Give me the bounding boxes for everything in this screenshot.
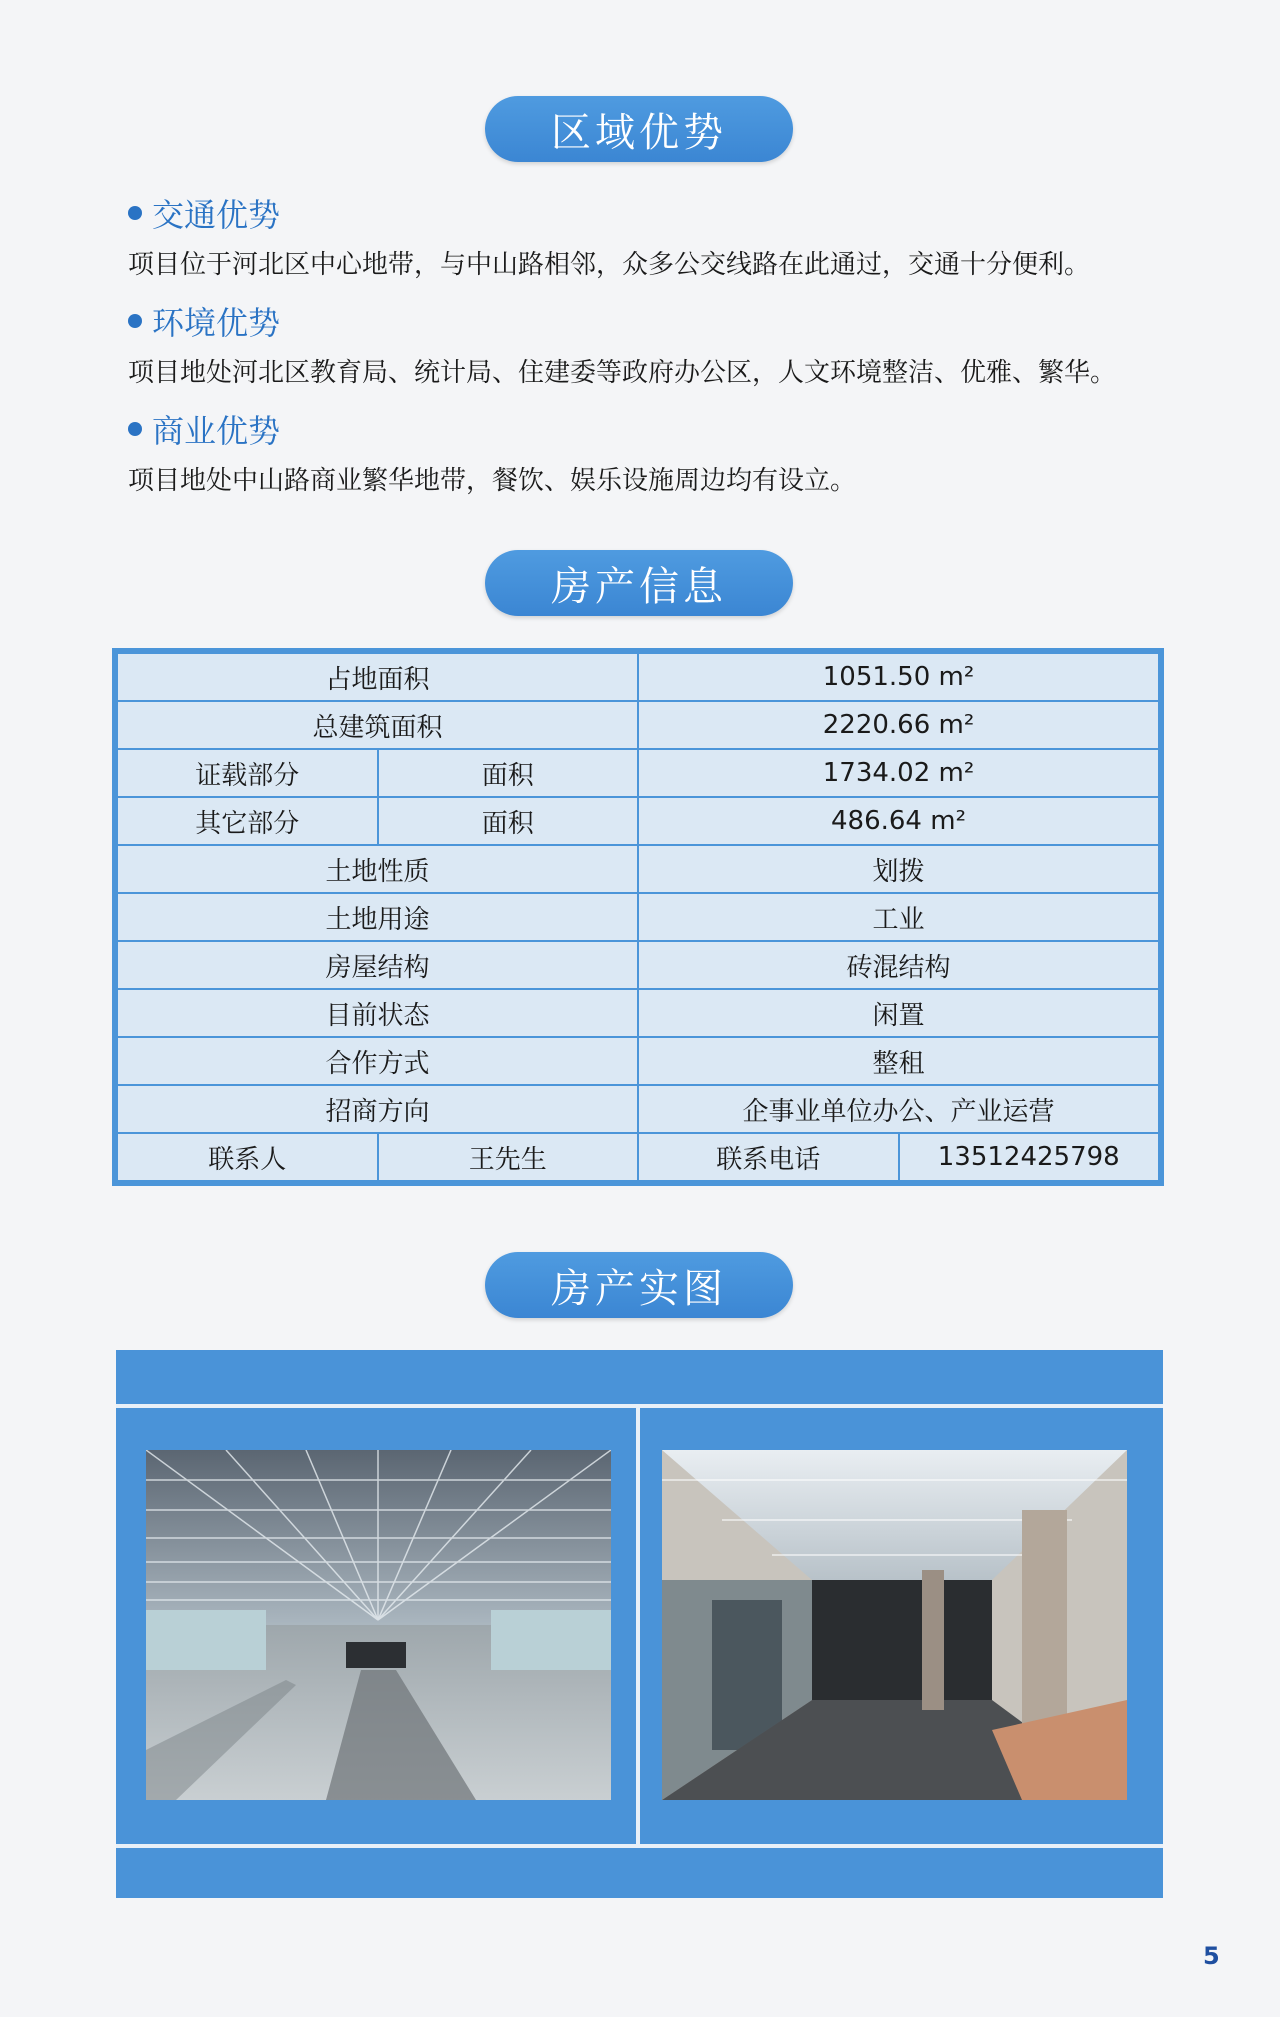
section-title-property-info: 房产信息 [485,550,793,616]
advantage-commerce-title: 商业优势 [152,412,281,450]
phone-label: 联系电话 [638,1133,899,1181]
property-info-table [112,648,1164,1186]
advantage-traffic-heading [128,190,280,236]
table-row [117,941,1159,989]
table-row [117,701,1159,749]
phone-value: 13512425798 [899,1133,1160,1181]
other-part-sub: 面积 [378,797,639,845]
table-row [117,1085,1159,1133]
other-part-label: 其它部分 [117,797,378,845]
land-area-value: 1051.50 m² [638,653,1159,701]
table-row [117,653,1159,701]
direction-label: 招商方向 [117,1085,638,1133]
photo-divider [636,1408,640,1844]
cert-part-sub: 面积 [378,749,639,797]
status-value: 闲置 [638,989,1159,1037]
cert-part-value: 1734.02 m² [638,749,1159,797]
structure-label: 房屋结构 [117,941,638,989]
coop-value: 整租 [638,1037,1159,1085]
land-area-label: 占地面积 [117,653,638,701]
table-row [117,893,1159,941]
cert-part-label: 证载部分 [117,749,378,797]
land-use-value: 工业 [638,893,1159,941]
advantage-commerce-text: 项目地处中山路商业繁华地带，餐饮、娱乐设施周边均有设立。 [128,466,857,496]
advantage-environment-title: 环境优势 [152,304,281,342]
office-hall-photo [146,1450,611,1800]
table-row [117,797,1159,845]
table-row [117,1037,1159,1085]
section-title-region: 区域优势 [485,96,793,162]
bullet-icon [128,206,142,220]
advantage-environment-text: 项目地处河北区教育局、统计局、住建委等政府办公区，人文环境整洁、优雅、繁华。 [128,358,1117,388]
page-number: 5 [1203,1942,1220,1970]
advantage-traffic-text: 项目位于河北区中心地带，与中山路相邻，众多公交线路在此通过，交通十分便利。 [128,250,1091,280]
land-nature-value: 划拨 [638,845,1159,893]
total-area-label: 总建筑面积 [117,701,638,749]
corridor-photo [662,1450,1127,1800]
table-row [117,749,1159,797]
status-label: 目前状态 [117,989,638,1037]
coop-label: 合作方式 [117,1037,638,1085]
advantage-traffic-title: 交通优势 [152,196,281,234]
table-row [117,845,1159,893]
photo-divider [116,1844,1163,1848]
section-title-photos: 房产实图 [485,1252,793,1318]
other-part-value: 486.64 m² [638,797,1159,845]
table-row [117,1133,1159,1181]
bullet-icon [128,422,142,436]
direction-value: 企事业单位办公、产业运营 [638,1085,1159,1133]
contact-name: 王先生 [378,1133,639,1181]
bullet-icon [128,314,142,328]
total-area-value: 2220.66 m² [638,701,1159,749]
photo-panel [116,1350,1163,1898]
land-nature-label: 土地性质 [117,845,638,893]
table-row [117,989,1159,1037]
advantage-commerce-heading [128,406,280,452]
land-use-label: 土地用途 [117,893,638,941]
advantage-environment-heading [128,298,280,344]
contact-label: 联系人 [117,1133,378,1181]
structure-value: 砖混结构 [638,941,1159,989]
